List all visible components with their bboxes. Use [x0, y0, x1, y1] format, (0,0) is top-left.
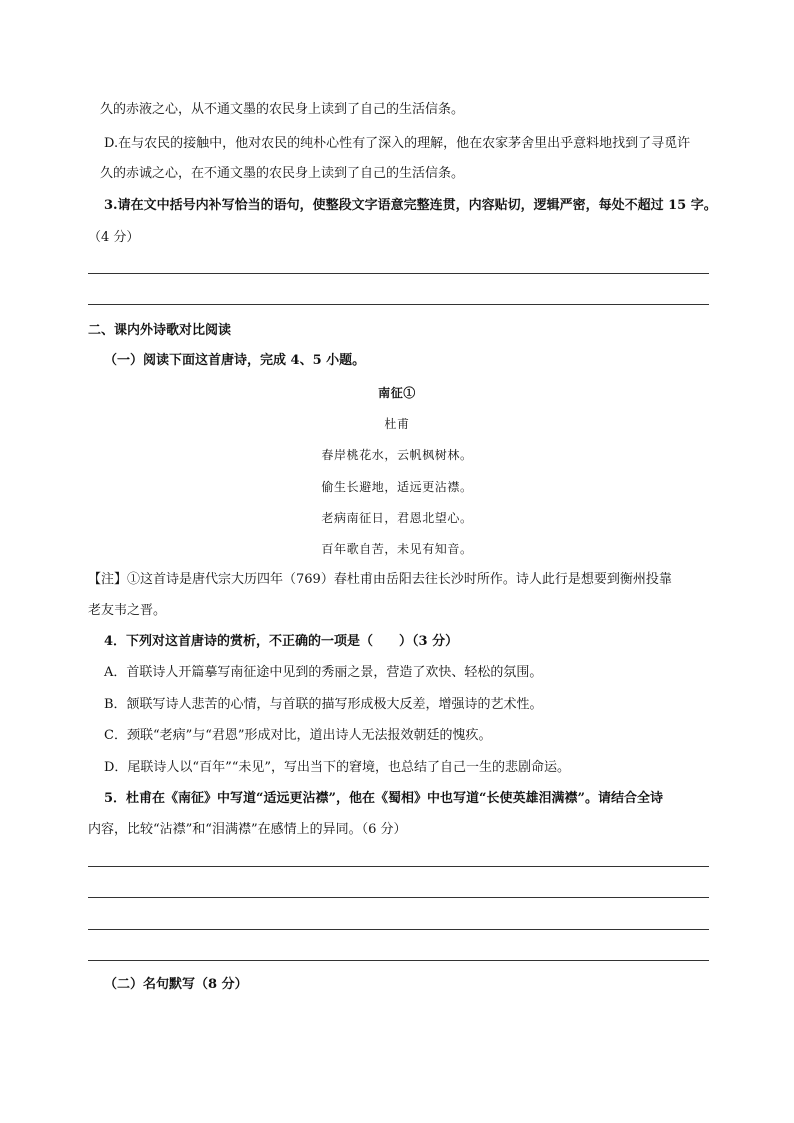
- option-c-line2: 久的赤液之心，从不通文墨的农民身上读到了自己的生活信条。: [100, 102, 465, 117]
- poem-line-3: 老病南征日，君恩北望心。: [321, 511, 473, 525]
- answer-line: [88, 929, 709, 930]
- answer-line: [88, 897, 709, 898]
- poem-line-1: 春岸桃花水，云帆枫树林。: [321, 448, 473, 462]
- part-1-heading: （一）阅读下面这首唐诗，完成 4、5 小题。: [104, 353, 366, 368]
- answer-line: [88, 960, 709, 961]
- poem-note-line1: 【注】①这首诗是唐代宗大历四年（769）春杜甫由岳阳去往长沙时所作。诗人此行是想要到衡州投靠: [88, 572, 672, 587]
- option-d-line2: 久的赤诚之心，在不通文墨的农民身上读到了自己的生活信条。: [100, 166, 465, 181]
- answer-line: [88, 866, 709, 867]
- poem-note-line2: 老友韦之晋。: [88, 603, 167, 618]
- question-4-option-a: A．首联诗人开篇摹写南征途中见到的秀丽之景，营造了欢快、轻松的氛围。: [104, 665, 543, 680]
- answer-line: [88, 273, 709, 274]
- poem-line-2: 偷生长避地，适远更沾襟。: [321, 480, 473, 494]
- question-4-option-c: C．颈联“老病”与“君恩”形成对比，道出诗人无法报效朝廷的愧疚。: [104, 728, 492, 743]
- question-3-text: 3.请在文中括号内补写恰当的语句，使整段文字语意完整连贯，内容贴切，逻辑严密，每处不超过 15 字。: [104, 198, 717, 213]
- answer-line: [88, 304, 709, 305]
- section-2-heading: 二、课内外诗歌对比阅读: [88, 323, 232, 338]
- question-3-score: （4 分）: [88, 230, 140, 245]
- question-4-option-b: B．颔联写诗人悲苦的心情，与首联的描写形成极大反差，增强诗的艺术性。: [104, 697, 543, 712]
- question-5-line1: 5．杜甫在《南征》中写道“适远更沾襟”，他在《蜀相》中也写道“长使英雄泪满襟”。请结合全诗: [104, 791, 663, 806]
- question-5-line2: 内容，比较“沾襟”和“泪满襟”在感情上的异同。（6 分）: [88, 822, 407, 837]
- question-4-stem: 4．下列对这首唐诗的赏析，不正确的一项是（ ）（3 分）: [104, 634, 459, 649]
- poem-line-4: 百年歌自苦，未见有知音。: [321, 542, 473, 556]
- poem-title: 南征①: [378, 386, 416, 400]
- option-d-line1: D.在与农民的接触中，他对农民的纯朴心性有了深入的理解，他在农家茅舍里出乎意料地找到了寻觅许: [104, 136, 691, 151]
- part-2-heading: （二）名句默写（8 分）: [104, 977, 248, 992]
- poem-author: 杜甫: [384, 417, 410, 431]
- question-4-option-d: D．尾联诗人以“百年”“未见”，写出当下的窘境，也总结了自己一生的悲剧命运。: [104, 760, 571, 775]
